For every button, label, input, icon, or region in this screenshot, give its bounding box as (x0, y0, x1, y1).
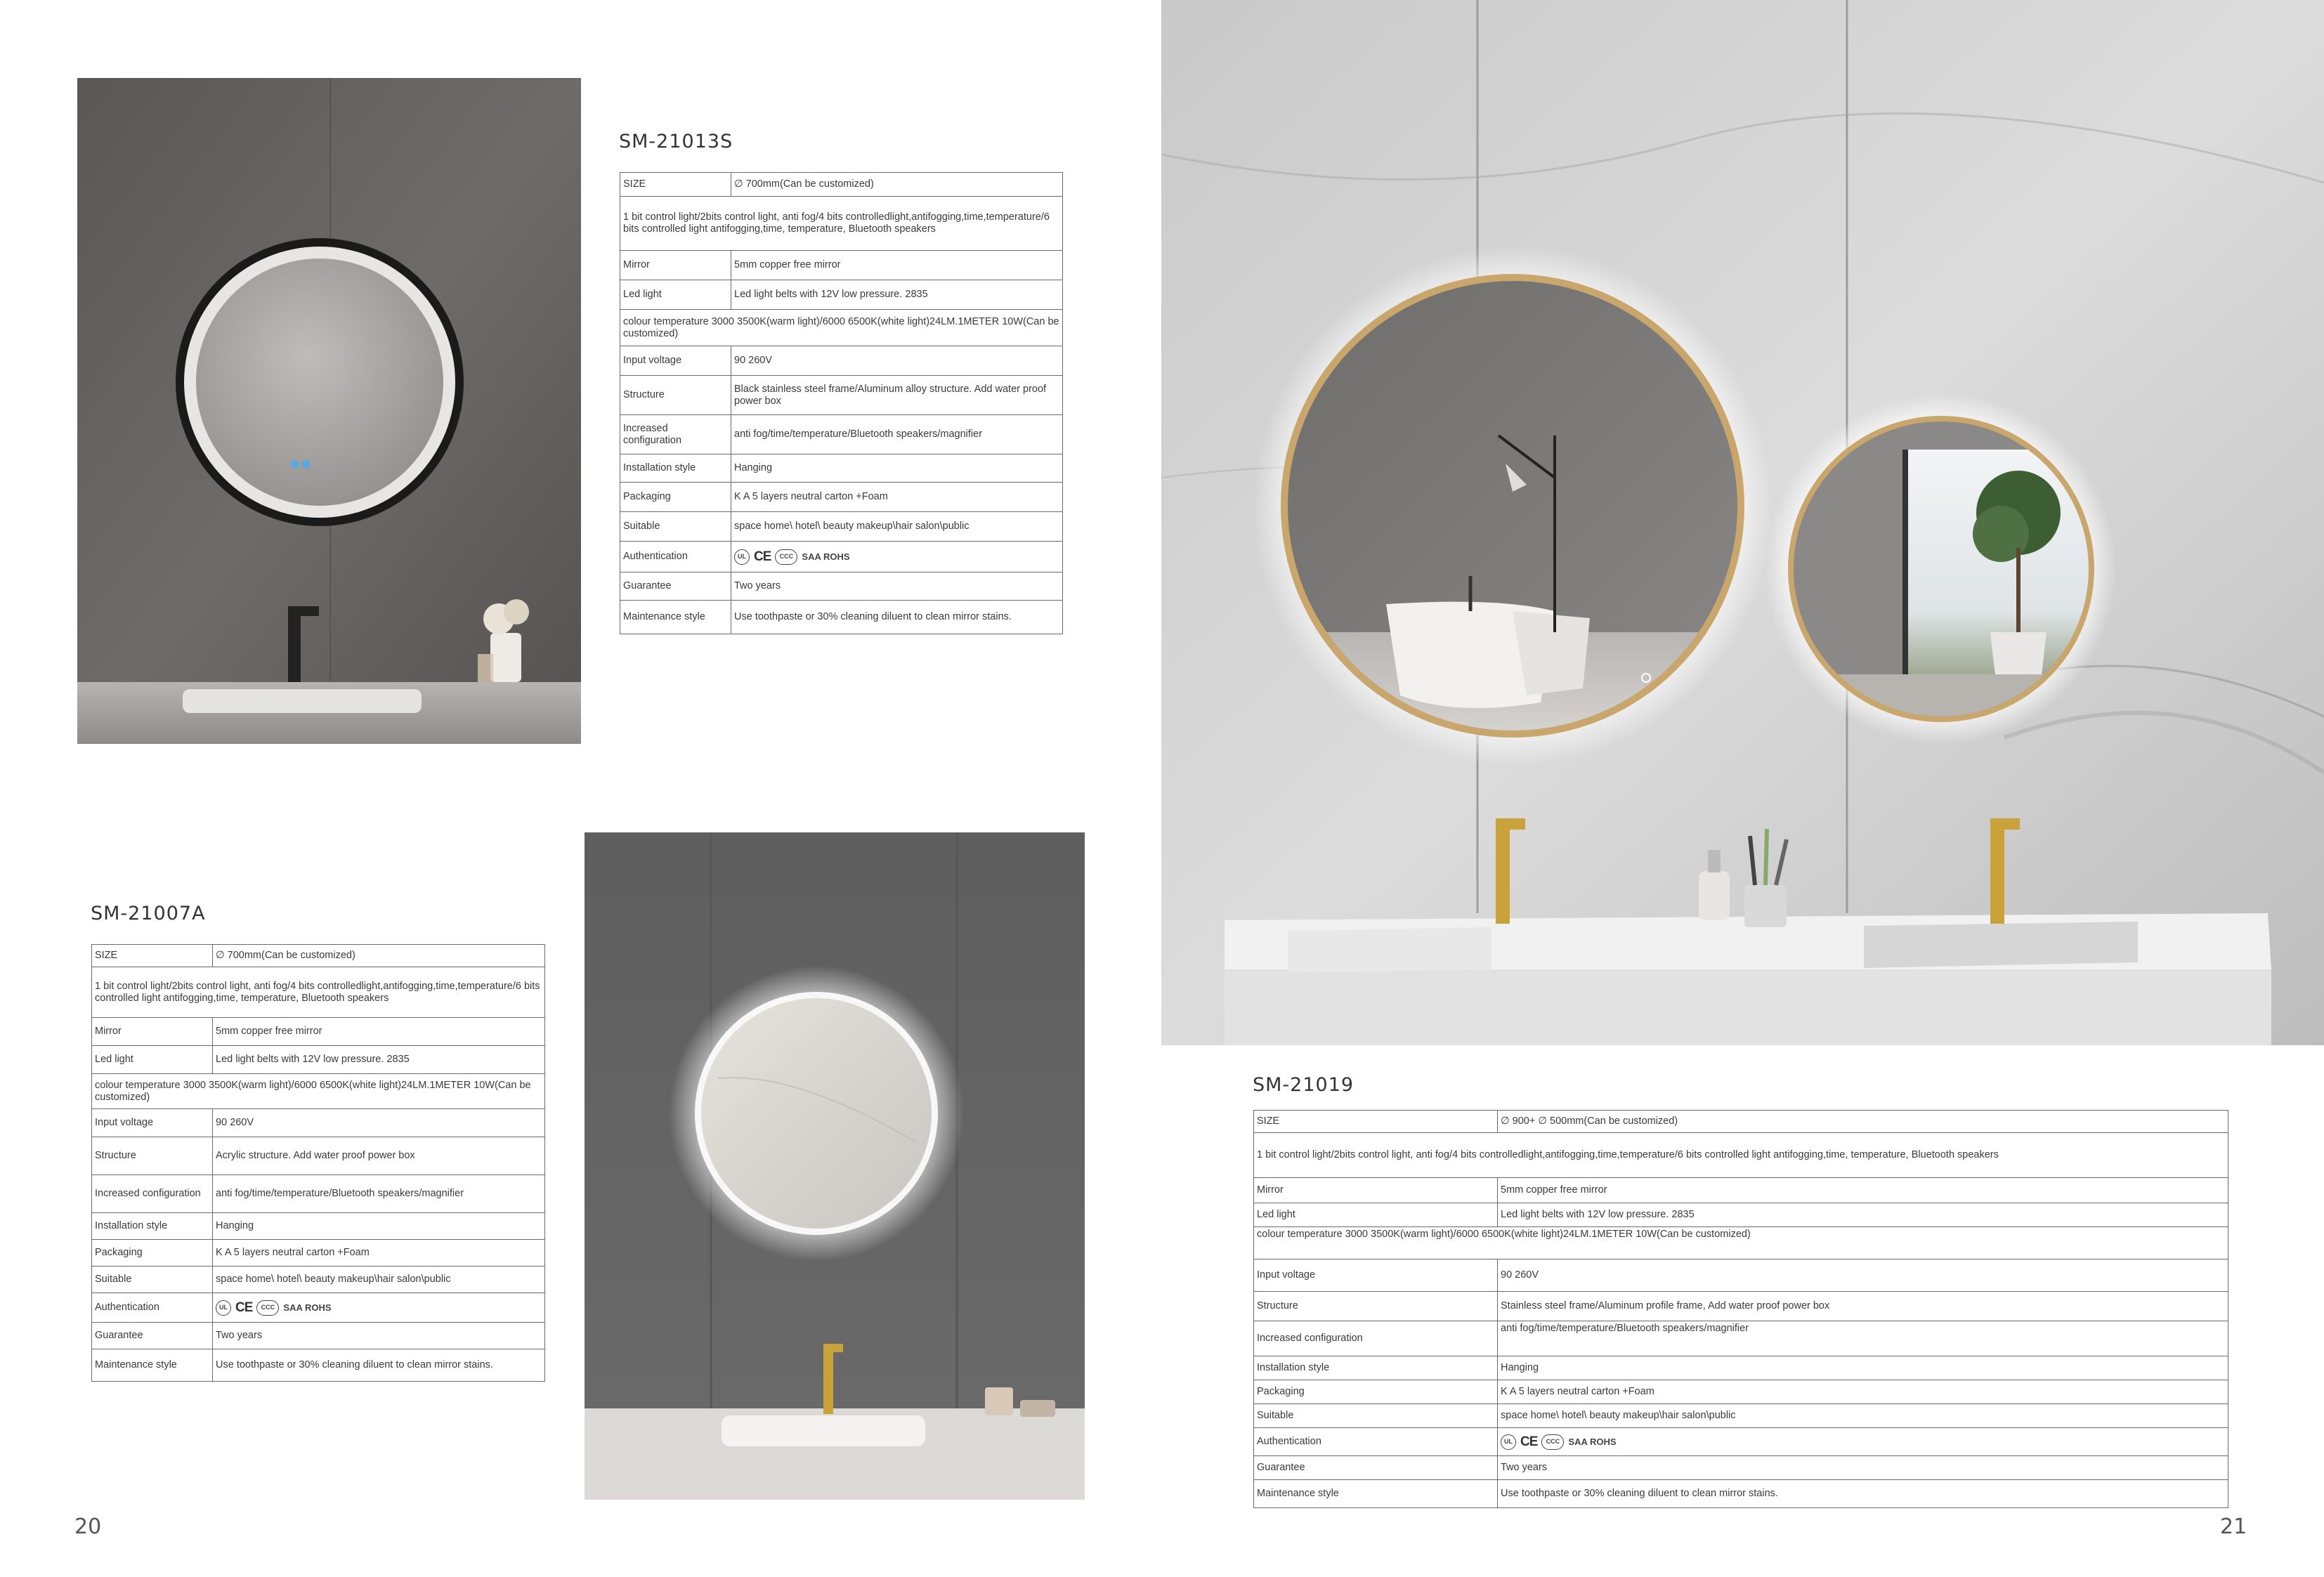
spec-value: Use toothpaste or 30% cleaning diluent to clean mirror stains. (213, 1349, 545, 1382)
spec-value (1498, 1428, 2228, 1456)
spec-label: Guarantee (92, 1323, 213, 1349)
spec-row-colour-temperature (620, 310, 1063, 346)
spec-row-size (620, 173, 1063, 197)
spec-row (92, 1267, 545, 1293)
spec-colour-temperature: colour temperature 3000 3500K(warm light)/6000 6500K(white light)24LM.1METER 10W(Can be customized) (620, 310, 1063, 346)
round-frameless-led-mirror-photo (585, 832, 1085, 1500)
spec-row (92, 1349, 545, 1382)
spec-label: Packaging (92, 1240, 213, 1267)
spec-row (1254, 1404, 2228, 1428)
spec-controls: 1 bit control light/2bits control light, anti fog/4 bits controlledlight,antifogging,time,temperature/6 bits controlled light antifogging,time, temperature, Bluetooth speakers (92, 967, 545, 1018)
spec-label: Packaging (1254, 1380, 1498, 1404)
ccc-cert-icon: CCC (256, 1300, 279, 1316)
spec-label: Installation style (92, 1213, 213, 1240)
cert-text: SAA ROHS (802, 551, 850, 562)
spec-row (1254, 1203, 2228, 1227)
spec-label: Mirror (1254, 1178, 1498, 1203)
ce-cert-icon: CE (235, 1300, 253, 1315)
ul-cert-icon: UL (216, 1300, 231, 1316)
spec-row (620, 601, 1063, 634)
spec-value: ∅ 900+ ∅ 500mm(Can be customized) (1498, 1111, 2228, 1133)
spec-row (92, 1137, 545, 1175)
spec-row (92, 1018, 545, 1046)
spec-controls: 1 bit control light/2bits control light, anti fog/4 bits controlledlight,antifogging,time,temperature/6 bits controlled light antifogging,time, temperature, Bluetooth speakers (620, 197, 1063, 251)
spec-value: Black stainless steel frame/Aluminum alloy structure. Add water proof power box (731, 376, 1063, 415)
spec-value: Hanging (731, 454, 1063, 483)
spec-row-controls (1254, 1133, 2228, 1178)
spec-row (620, 251, 1063, 280)
spec-label: Maintenance style (620, 601, 731, 634)
spec-value: 5mm copper free mirror (213, 1018, 545, 1046)
product-photo-sm-21019 (1161, 0, 2324, 1045)
spec-row (1254, 1259, 2228, 1292)
spec-value: Two years (731, 572, 1063, 601)
spec-value: Led light belts with 12V low pressure. 2835 (731, 280, 1063, 310)
spec-row (620, 280, 1063, 310)
spec-label: Authentication (92, 1293, 213, 1323)
spec-row (92, 1046, 545, 1074)
spec-row-authentication (1254, 1428, 2228, 1456)
spec-row (1254, 1292, 2228, 1321)
spec-value: anti fog/time/temperature/Bluetooth speakers/magnifier (213, 1175, 545, 1213)
spec-value: 90 260V (213, 1109, 545, 1137)
spec-row (620, 512, 1063, 542)
spec-value: Hanging (213, 1213, 545, 1240)
product-photo-sm-21007a (585, 832, 1085, 1500)
spec-colour-temperature: colour temperature 3000 3500K(warm light)/6000 6500K(white light)24LM.1METER 10W(Can be customized) (1254, 1227, 2228, 1259)
spec-value (213, 1293, 545, 1323)
spec-label: Installation style (1254, 1356, 1498, 1380)
spec-row-size (1254, 1111, 2228, 1133)
spec-value: 90 260V (1498, 1259, 2228, 1292)
spec-row (92, 1323, 545, 1349)
spec-label: Input voltage (620, 346, 731, 376)
model-title-sm-21019: SM-21019 (1253, 1074, 1354, 1096)
spec-value: Two years (1498, 1456, 2228, 1480)
spec-value: K A 5 layers neutral carton +Foam (213, 1240, 545, 1267)
spec-colour-temperature: colour temperature 3000 3500K(warm light)/6000 6500K(white light)24LM.1METER 10W(Can be customized) (92, 1074, 545, 1109)
spec-label: Increased configuration (92, 1175, 213, 1213)
ce-cert-icon: CE (1520, 1434, 1538, 1449)
spec-value: K A 5 layers neutral carton +Foam (731, 483, 1063, 512)
spec-label: Authentication (1254, 1428, 1498, 1456)
spec-value: ∅ 700mm(Can be customized) (731, 173, 1063, 197)
spec-label: Maintenance style (1254, 1480, 1498, 1508)
spec-row-colour-temperature (92, 1074, 545, 1109)
spec-label: SIZE (92, 945, 213, 967)
spec-value: Stainless steel frame/Aluminum profile frame, Add water proof power box (1498, 1292, 2228, 1321)
spec-value: Led light belts with 12V low pressure. 2835 (213, 1046, 545, 1074)
spec-row (1254, 1380, 2228, 1404)
spec-row (92, 1109, 545, 1137)
spec-row-colour-temperature (1254, 1227, 2228, 1259)
spec-value (731, 542, 1063, 572)
spec-controls: 1 bit control light/2bits control light, anti fog/4 bits controlledlight,antifogging,time,temperature/6 bits controlled light antifogging,time, temperature, Bluetooth speakers (1254, 1133, 2228, 1178)
spec-row (92, 1213, 545, 1240)
spec-row (1254, 1321, 2228, 1356)
spec-value: Hanging (1498, 1356, 2228, 1380)
spec-value: 5mm copper free mirror (1498, 1178, 2228, 1203)
model-title-sm-21013s: SM-21013S (619, 131, 733, 152)
spec-table-sm-21007a (91, 944, 545, 1382)
cert-text: SAA ROHS (1568, 1437, 1617, 1447)
ccc-cert-icon: CCC (1541, 1434, 1564, 1450)
spec-row (92, 1240, 545, 1267)
spec-row (1254, 1356, 2228, 1380)
spec-row-controls (92, 967, 545, 1018)
spec-row (620, 572, 1063, 601)
spec-label: Guarantee (620, 572, 731, 601)
spec-label: Maintenance style (92, 1349, 213, 1382)
spec-row (92, 1175, 545, 1213)
cert-text: SAA ROHS (283, 1302, 332, 1313)
spec-value: 5mm copper free mirror (731, 251, 1063, 280)
spec-label: Structure (92, 1137, 213, 1175)
spec-label: Led light (92, 1046, 213, 1074)
spec-value: Use toothpaste or 30% cleaning diluent to clean mirror stains. (731, 601, 1063, 634)
spec-value: K A 5 layers neutral carton +Foam (1498, 1380, 2228, 1404)
spec-value: space home\ hotel\ beauty makeup\hair salon\public (1498, 1404, 2228, 1428)
spec-label: Input voltage (1254, 1259, 1498, 1292)
ce-cert-icon: CE (754, 549, 771, 564)
spec-table-sm-21013s (620, 172, 1063, 634)
spec-label: Led light (1254, 1203, 1498, 1227)
ul-cert-icon: UL (734, 549, 750, 565)
spec-label: Input voltage (92, 1109, 213, 1137)
spec-label: Guarantee (1254, 1456, 1498, 1480)
product-photo-sm-21013s (77, 78, 581, 744)
spec-row (620, 454, 1063, 483)
ccc-cert-icon: CCC (775, 549, 797, 565)
spec-row (1254, 1178, 2228, 1203)
spec-row (1254, 1456, 2228, 1480)
spec-label: Led light (620, 280, 731, 310)
spec-label: Authentication (620, 542, 731, 572)
spec-value: Led light belts with 12V low pressure. 2835 (1498, 1203, 2228, 1227)
spec-value: 90 260V (731, 346, 1063, 376)
spec-label: Suitable (1254, 1404, 1498, 1428)
spec-row (620, 376, 1063, 415)
spec-value: Use toothpaste or 30% cleaning diluent to clean mirror stains. (1498, 1480, 2228, 1508)
spec-row-authentication (92, 1293, 545, 1323)
spec-row (620, 415, 1063, 454)
page-number-left: 20 (74, 1514, 102, 1539)
spec-value: space home\ hotel\ beauty makeup\hair salon\public (731, 512, 1063, 542)
spec-value: space home\ hotel\ beauty makeup\hair salon\public (213, 1267, 545, 1293)
spec-label: SIZE (620, 173, 731, 197)
spec-label: SIZE (1254, 1111, 1498, 1133)
spec-label: Increased configuration (1254, 1321, 1498, 1356)
spec-value: Two years (213, 1323, 545, 1349)
spec-value: Acrylic structure. Add water proof power box (213, 1137, 545, 1175)
spec-label: Suitable (92, 1267, 213, 1293)
spec-row (620, 483, 1063, 512)
spec-row (620, 346, 1063, 376)
spec-label: Installation style (620, 454, 731, 483)
spec-value: ∅ 700mm(Can be customized) (213, 945, 545, 967)
certification-marks (216, 1300, 332, 1316)
ul-cert-icon: UL (1501, 1434, 1516, 1450)
double-round-gold-frame-mirror-photo (1161, 0, 2324, 1045)
spec-row-size (92, 945, 545, 967)
spec-label: Suitable (620, 512, 731, 542)
round-black-frame-led-mirror-photo (77, 78, 581, 744)
spec-value: anti fog/time/temperature/Bluetooth speakers/magnifier (1498, 1321, 2228, 1356)
spec-row-controls (620, 197, 1063, 251)
page-number-right: 21 (2220, 1514, 2247, 1539)
certification-marks (1501, 1434, 1617, 1450)
spec-label: Increased configuration (620, 415, 731, 454)
spec-row-authentication (620, 542, 1063, 572)
spec-value: anti fog/time/temperature/Bluetooth speakers/magnifier (731, 415, 1063, 454)
spec-label: Structure (1254, 1292, 1498, 1321)
spec-row (1254, 1480, 2228, 1508)
spec-label: Structure (620, 376, 731, 415)
model-title-sm-21007a: SM-21007A (91, 903, 206, 924)
certification-marks (734, 549, 850, 565)
spec-label: Packaging (620, 483, 731, 512)
spec-label: Mirror (620, 251, 731, 280)
spec-label: Mirror (92, 1018, 213, 1046)
spec-table-sm-21019 (1253, 1110, 2228, 1508)
